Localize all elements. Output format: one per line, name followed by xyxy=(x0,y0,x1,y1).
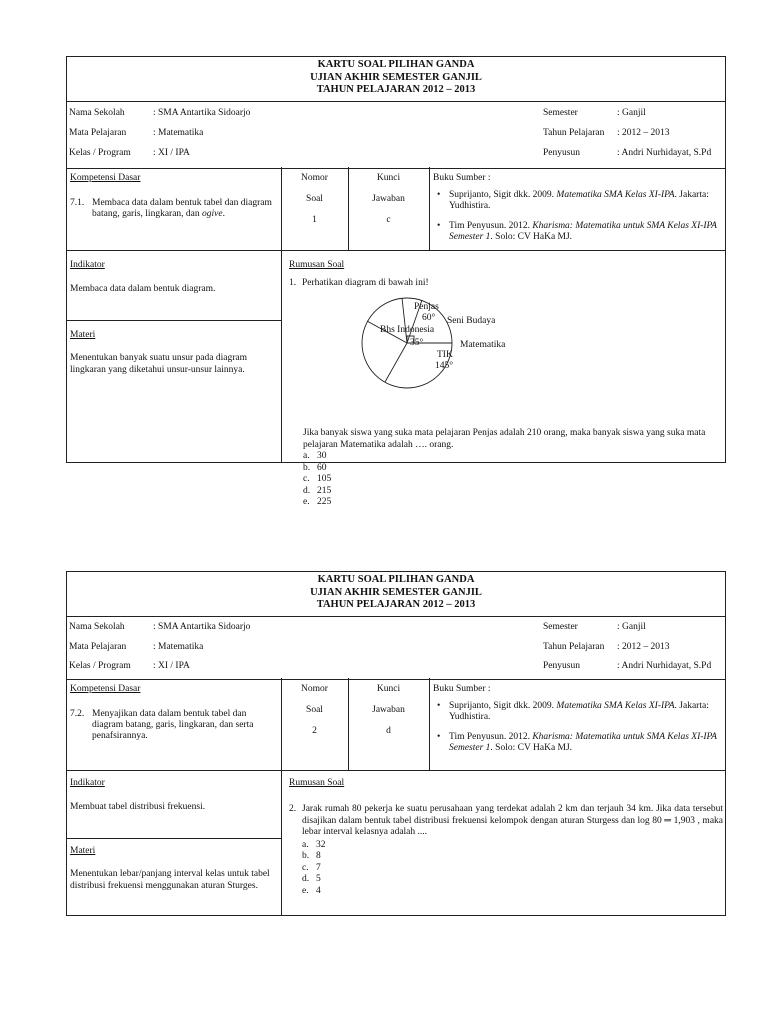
subject-value: : Matematika xyxy=(153,642,204,652)
question-number: 2. xyxy=(289,804,297,814)
year-label: Tahun Pelajaran xyxy=(543,128,605,138)
author-value: : Andri Nurhidayat, S.Pd xyxy=(617,661,712,671)
question-card-2 xyxy=(66,571,726,916)
subject-label: Mata Pelajaran xyxy=(69,642,127,652)
card-header xyxy=(67,57,725,102)
class-label: Kelas / Program xyxy=(69,148,131,158)
year-title: TAHUN PELAJARAN 2012 – 2013 xyxy=(316,599,476,610)
kd-cell: Kompetensi Dasar 7.1. Membaca data dalam bentuk tabel dan diagram batang, garis, lingkaran, dan ogive. xyxy=(70,173,278,220)
class-label: Kelas / Program xyxy=(69,661,131,671)
nomor-label: Nomor xyxy=(301,173,328,183)
question-number: 1. xyxy=(289,278,297,288)
card-body xyxy=(67,167,725,507)
card-info xyxy=(67,102,725,169)
question-text: Jika banyak siswa yang suka mata pelajaran Penjas adalah 210 orang, maka banyak siswa yang suka mata pelajaran Matematika adalah …. orang. xyxy=(303,428,706,450)
option-e: e. 4 xyxy=(302,885,321,896)
option-e: e. 225 xyxy=(303,497,332,507)
year-value: : 2012 – 2013 xyxy=(617,642,670,652)
option-b: b. 60 xyxy=(303,462,327,473)
buku-label: Buku Sumber : xyxy=(433,684,491,694)
school-value: : SMA Antartika Sidoarjo xyxy=(153,108,251,118)
question-intro: Perhatikan diagram di bawah ini! xyxy=(302,278,429,288)
semester-label: Semester xyxy=(543,622,578,632)
option-c: c. 7 xyxy=(302,862,321,873)
option-d: d. 5 xyxy=(302,874,321,884)
rumusan-label: Rumusan Soal xyxy=(289,778,345,788)
semester-label: Semester xyxy=(543,108,578,118)
subject-value: : Matematika xyxy=(153,128,204,138)
exam-title: UJIAN AKHIR SEMESTER GANJIL xyxy=(310,586,482,598)
school-label: Nama Sekolah xyxy=(69,108,125,118)
card-info xyxy=(67,617,725,680)
soal-label: Soal xyxy=(306,705,323,715)
indikator-text: Membaca data dalam bentuk diagram. xyxy=(70,284,216,294)
author-label: Penyusun xyxy=(543,148,580,158)
kd-label: Kompetensi Dasar xyxy=(70,173,141,183)
materi-label: Materi xyxy=(70,846,96,856)
pie-label-bhs: Bhs Indonesia xyxy=(380,325,435,335)
soal-number: 2 xyxy=(312,726,317,736)
option-a: a. 30 xyxy=(303,451,327,461)
kunci-cell xyxy=(348,173,429,226)
kd-text: Membaca data dalam bentuk tabel dan diagram batang, garis, lingkaran, dan xyxy=(92,198,272,219)
school-value: : SMA Antartika Sidoarjo xyxy=(153,622,251,632)
jawaban-label: Jawaban xyxy=(372,194,405,204)
pie-deg-bhs: 35° xyxy=(410,338,424,348)
option-d: d. 215 xyxy=(303,485,332,496)
options-list xyxy=(303,451,403,509)
nomor-label: Nomor xyxy=(301,684,328,694)
semester-value: : Ganjil xyxy=(617,622,646,632)
materi-text: Menentukan banyak suatu unsur pada diagram lingkaran yang diketahui unsur-unsur lainnya. xyxy=(70,353,248,375)
buku-cell xyxy=(433,684,723,763)
kd-text: Menyajikan data dalam bentuk tabel dan diagram batang, garis, lingkaran, dan serta penafsirannya. xyxy=(92,709,254,741)
pie-label-seni: Seni Budaya xyxy=(447,316,496,326)
subject-label: Mata Pelajaran xyxy=(69,128,127,138)
class-value: : XI / IPA xyxy=(153,661,190,671)
pie-label-penjas: Penjas xyxy=(414,302,439,312)
indikator-cell xyxy=(70,778,278,812)
book-ref-2: • Tim Penyusun. 2012. Kharisma: Matematika untuk SMA Kelas XI-IPA Semester 1. Solo: CV HaKa MJ. xyxy=(433,221,723,243)
card-title: KARTU SOAL PILIHAN GANDA xyxy=(317,59,475,70)
pie-label-tik: TIK xyxy=(437,350,453,360)
question-card-1 xyxy=(66,56,726,507)
materi-text: Menentukan lebar/panjang interval kelas untuk tabel distribusi frekuensi menggunakan aturan Sturges. xyxy=(70,869,270,891)
materi-label: Materi xyxy=(70,330,96,340)
kunci-value: c xyxy=(386,215,391,225)
kd-text-italic: ogive xyxy=(202,209,223,219)
kd-number: 7.1. xyxy=(70,198,85,208)
soal-number: 1 xyxy=(312,215,317,225)
card-title: KARTU SOAL PILIHAN GANDA xyxy=(317,574,475,585)
kunci-label: Kunci xyxy=(376,684,401,694)
materi-cell xyxy=(70,846,278,892)
book-ref-1: • Suprijanto, Sigit dkk. 2009. Matematika SMA Kelas XI-IPA. Jakarta: Yudhistira. xyxy=(433,190,723,212)
pie-label-mat: Matematika xyxy=(460,340,506,350)
kd-cell xyxy=(70,684,278,742)
materi-cell xyxy=(70,330,278,376)
buku-cell xyxy=(433,173,723,252)
class-value: : XI / IPA xyxy=(153,148,190,158)
year-label: Tahun Pelajaran xyxy=(543,642,605,652)
rumusan-label: Rumusan Soal xyxy=(289,260,345,270)
indikator-label: Indikator xyxy=(70,778,105,788)
pie-deg-penjas: 60° xyxy=(422,313,436,323)
pie-deg-tik: 145° xyxy=(435,361,454,371)
card-body xyxy=(67,678,725,916)
nomor-cell xyxy=(281,173,348,226)
book-ref-1: • Suprijanto, Sigit dkk. 2009. Matematika SMA Kelas XI-IPA. Jakarta: Yudhistira. xyxy=(433,701,723,723)
nomor-cell xyxy=(281,684,348,737)
option-c: c. 105 xyxy=(303,474,332,484)
year-title: TAHUN PELAJARAN 2012 – 2013 xyxy=(316,84,476,95)
jawaban-label: Jawaban xyxy=(372,705,405,715)
school-label: Nama Sekolah xyxy=(69,622,125,632)
semester-value: : Ganjil xyxy=(617,108,646,118)
question-text: Jarak rumah 80 pekerja ke suatu perusahaan yang terdekat adalah 2 km dan terjauh 34 km. Jika data tersebut disajikan dalam bentuk tabel distribusi frekuensi kelompok dengan aturan Sturgess dan log 80 ═ 1,903 , maka lebar interval kelasnya adalah .... xyxy=(302,804,723,837)
exam-title: UJIAN AKHIR SEMESTER GANJIL xyxy=(310,71,482,83)
author-value: : Andri Nurhidayat, S.Pd xyxy=(617,148,712,158)
author-label: Penyusun xyxy=(543,661,580,671)
rumusan-cell xyxy=(289,778,723,897)
kunci-cell xyxy=(348,684,429,737)
soal-label: Soal xyxy=(306,194,323,204)
rumusan-cell xyxy=(289,260,723,290)
book-ref-2: • Tim Penyusun. 2012. Kharisma: Matematika untuk SMA Kelas XI-IPA Semester 1. Solo: CV HaKa MJ. xyxy=(433,732,723,754)
kunci-value: d xyxy=(386,726,391,736)
indikator-cell xyxy=(70,260,278,294)
pie-diagram xyxy=(292,297,522,397)
kd-number: 7.2. xyxy=(70,709,85,719)
buku-label: Buku Sumber : xyxy=(433,173,491,183)
kunci-label: Kunci xyxy=(376,173,401,183)
card-header xyxy=(67,572,725,617)
kd-label: Kompetensi Dasar xyxy=(70,684,141,694)
indikator-label: Indikator xyxy=(70,260,105,270)
option-b: b. 8 xyxy=(302,851,321,861)
year-value: : 2012 – 2013 xyxy=(617,128,670,138)
options-list xyxy=(289,840,723,898)
indikator-text: Membuat tabel distribusi frekuensi. xyxy=(70,802,206,812)
option-a: a. 32 xyxy=(302,839,326,850)
